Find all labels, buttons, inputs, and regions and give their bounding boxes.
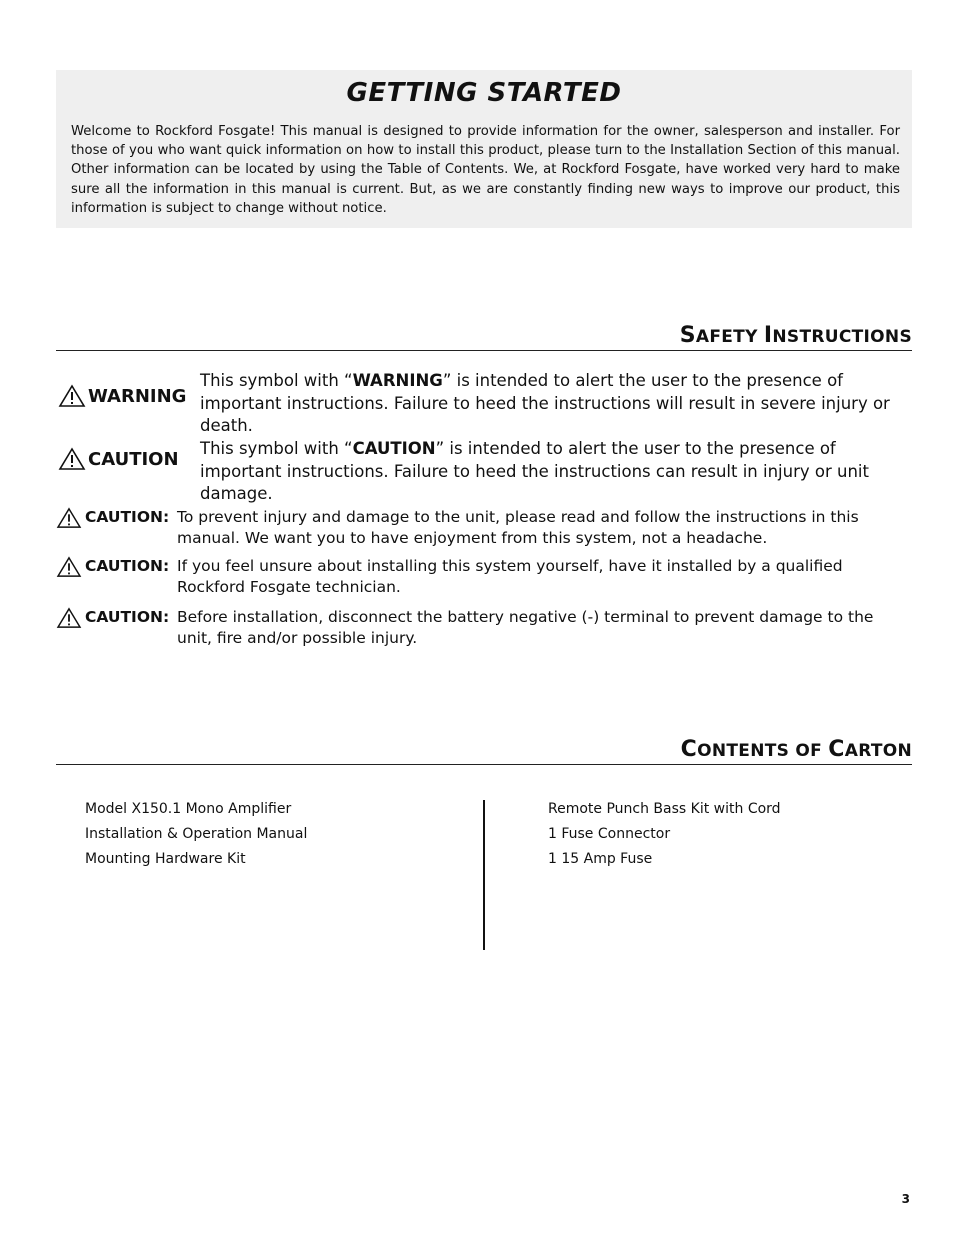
warning-text-pre: This symbol with “ <box>200 371 353 390</box>
caution-text-post: ” is intended to alert the user to the presence of important instructions. Failure to heed the instructions can result in injury or unit damage. <box>200 439 869 503</box>
warning-triangle-icon <box>56 607 82 629</box>
heading-initial-c: C <box>680 737 698 762</box>
caution-text-pre: This symbol with “ <box>200 439 353 458</box>
caution-label-text: CAUTION <box>88 448 179 470</box>
warning-label-text: WARNING <box>88 385 187 407</box>
safety-rule <box>56 350 912 351</box>
heading-initial-i: I <box>763 323 773 348</box>
caution-tag <box>56 607 169 629</box>
list-item: Installation & Operation Manual <box>85 826 308 842</box>
caution-text: To prevent injury and damage to the unit, please read and follow the instructions in this manual. We want you to have enjoyment from this system, not a headache. <box>177 508 859 547</box>
getting-started-box <box>56 70 912 228</box>
caution-label <box>58 447 179 471</box>
warning-triangle-icon <box>56 507 82 529</box>
caution-tag <box>56 507 169 529</box>
caution-tag-text: CAUTION: <box>85 508 170 526</box>
column-divider <box>483 800 485 950</box>
contents-rule <box>56 764 912 765</box>
safety-instructions-heading <box>680 323 912 348</box>
heading-initial-s: S <box>679 323 696 348</box>
caution-text: Before installation, disconnect the battery negative (-) terminal to prevent damage to the unit, fire and/or possible injury. <box>177 608 874 647</box>
list-item: 1 15 Amp Fuse <box>548 851 653 867</box>
heading-rest-ontents: ONTENTS OF <box>697 741 829 761</box>
warning-triangle-icon <box>58 447 86 471</box>
warning-triangle-icon <box>56 556 82 578</box>
warning-description <box>200 370 915 438</box>
contents-of-carton-heading <box>681 737 912 762</box>
caution-tag <box>56 556 169 578</box>
heading-rest-nstructions: NSTRUCTIONS <box>772 327 912 347</box>
heading-initial-c2: C <box>828 737 845 762</box>
heading-rest-afety: AFETY <box>695 327 764 347</box>
caution-keyword: CAUTION <box>352 439 436 458</box>
warning-triangle-icon <box>58 384 86 408</box>
list-item: Mounting Hardware Kit <box>85 851 246 867</box>
caution-description <box>200 438 915 506</box>
caution-text: If you feel unsure about installing this system yourself, have it installed by a qualified Rockford Fosgate technician. <box>177 557 843 596</box>
caution-tag-text: CAUTION: <box>85 608 170 626</box>
page-title: GETTING STARTED <box>346 78 622 108</box>
warning-text-post: ” is intended to alert the user to the presence of important instructions. Failure to heed the instructions will result in severe injury or death. <box>200 371 890 435</box>
warning-label <box>58 384 186 408</box>
intro-paragraph: Welcome to Rockford Fosgate! This manual is designed to provide information for the owner, salesperson and installer. For those of you who want quick information on how to install this product, please turn to the Installation Section of this manual. Other information can be located by using the Table of Contents. We, at Rockford Fosgate, have worked very hard to make sure all the information in this manual is current. But, as we are constantly finding new ways to improve our product, this information is subject to change without notice. <box>71 124 900 216</box>
list-item: Remote Punch Bass Kit with Cord <box>548 801 781 817</box>
caution-tag-text: CAUTION: <box>85 557 170 575</box>
list-item: Model X150.1 Mono Amplifier <box>85 801 292 817</box>
list-item: 1 Fuse Connector <box>548 826 671 842</box>
heading-rest-arton: ARTON <box>844 741 912 761</box>
contents-left-list <box>85 797 307 872</box>
warning-keyword: WARNING <box>352 371 443 390</box>
contents-right-list <box>548 797 781 872</box>
page-number: 3 <box>901 1192 910 1206</box>
